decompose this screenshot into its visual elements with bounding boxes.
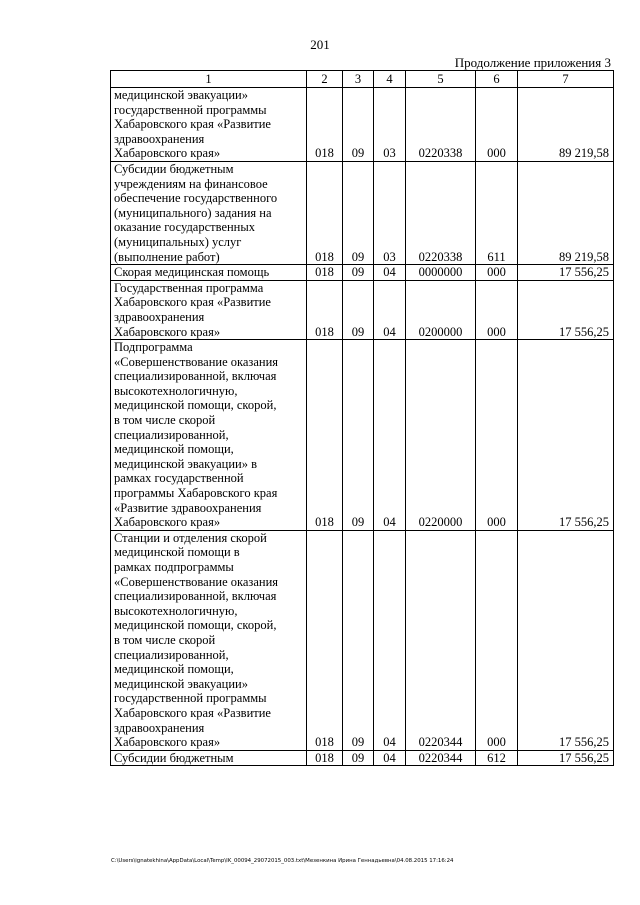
- subsection-code: 04: [374, 530, 406, 750]
- table-row: [111, 340, 614, 531]
- expense-type-code: 000: [476, 280, 518, 339]
- table-row: [111, 161, 614, 264]
- expense-type-code: 000: [476, 530, 518, 750]
- amount: 89 219,58: [518, 161, 614, 264]
- amount: 17 556,25: [518, 530, 614, 750]
- section-code: 09: [343, 340, 374, 531]
- table-row: [111, 750, 614, 766]
- target-code: 0200000: [406, 280, 476, 339]
- column-header: 1: [111, 71, 307, 88]
- subsection-code: 04: [374, 340, 406, 531]
- table-row: [111, 280, 614, 339]
- column-header: 4: [374, 71, 406, 88]
- target-code: 0220344: [406, 530, 476, 750]
- target-code: 0220338: [406, 161, 476, 264]
- subsection-code: 03: [374, 88, 406, 162]
- ministry-code: 018: [307, 161, 343, 264]
- target-code: 0220338: [406, 88, 476, 162]
- column-header: 7: [518, 71, 614, 88]
- item-name: Скорая медицинская помощь: [111, 265, 307, 281]
- ministry-code: 018: [307, 340, 343, 531]
- page-number: 201: [310, 37, 330, 52]
- subsection-code: 04: [374, 280, 406, 339]
- item-name: медицинской эвакуации» государственной программы Хабаровского края «Развитие здравоохранения Хабаровского края»: [111, 88, 307, 162]
- item-name: Станции и отделения скорой медицинской помощи в рамках подпрограммы «Совершенствование оказания специализированной, включая высокотехнологичную, медицинской помощи, скорой, в том числе скорой специализированной, медицинской помощи, медицинской эвакуации» государственной программы Хабаровского края «Развитие здравоохранения Хабаровского края»: [111, 530, 307, 750]
- continuation-label: Продолжение приложения 3: [454, 55, 611, 70]
- item-name: Субсидии бюджетным: [111, 750, 307, 766]
- table-row: [111, 530, 614, 750]
- table-row: [111, 265, 614, 281]
- expense-type-code: 000: [476, 340, 518, 531]
- subsection-code: 03: [374, 161, 406, 264]
- section-code: 09: [343, 88, 374, 162]
- amount: 17 556,25: [518, 750, 614, 766]
- table-header-row: [111, 71, 614, 88]
- amount: 17 556,25: [518, 340, 614, 531]
- ministry-code: 018: [307, 265, 343, 281]
- target-code: 0220344: [406, 750, 476, 766]
- subsection-code: 04: [374, 265, 406, 281]
- column-header: 5: [406, 71, 476, 88]
- ministry-code: 018: [307, 530, 343, 750]
- column-header: 6: [476, 71, 518, 88]
- amount: 17 556,25: [518, 280, 614, 339]
- target-code: 0220000: [406, 340, 476, 531]
- expense-type-code: 612: [476, 750, 518, 766]
- section-code: 09: [343, 265, 374, 281]
- section-code: 09: [343, 161, 374, 264]
- ministry-code: 018: [307, 280, 343, 339]
- budget-table: [110, 70, 614, 766]
- column-header: 2: [307, 71, 343, 88]
- expense-type-code: 611: [476, 161, 518, 264]
- column-header: 3: [343, 71, 374, 88]
- subsection-code: 04: [374, 750, 406, 766]
- expense-type-code: 000: [476, 265, 518, 281]
- item-name: Подпрограмма «Совершенствование оказания специализированной, включая высокотехнологичную, медицинской помощи, скорой, в том числе скорой специализированной, медицинской помощи, медицинской эвакуации» в рамках государственной программы Хабаровского края «Развитие здравоохранения Хабаровского края»: [111, 340, 307, 531]
- section-code: 09: [343, 280, 374, 339]
- ministry-code: 018: [307, 88, 343, 162]
- item-name: Субсидии бюджетным учреждениям на финансовое обеспечение государственного (муниципального) задания на оказание государственных (муниципальных) услуг (выполнение работ): [111, 161, 307, 264]
- document-footer-path: C:\Users\ignatekhina\AppData\Local\Temp\IK_00094_29072015_003.txt\Мезенкина Ирина Геннадьевна\04.08.2015 17:16:24: [111, 858, 454, 864]
- item-name: Государственная программа Хабаровского края «Развитие здравоохранения Хабаровского края»: [111, 280, 307, 339]
- section-code: 09: [343, 530, 374, 750]
- expense-type-code: 000: [476, 88, 518, 162]
- table-row: [111, 88, 614, 162]
- section-code: 09: [343, 750, 374, 766]
- amount: 17 556,25: [518, 265, 614, 281]
- ministry-code: 018: [307, 750, 343, 766]
- amount: 89 219,58: [518, 88, 614, 162]
- target-code: 0000000: [406, 265, 476, 281]
